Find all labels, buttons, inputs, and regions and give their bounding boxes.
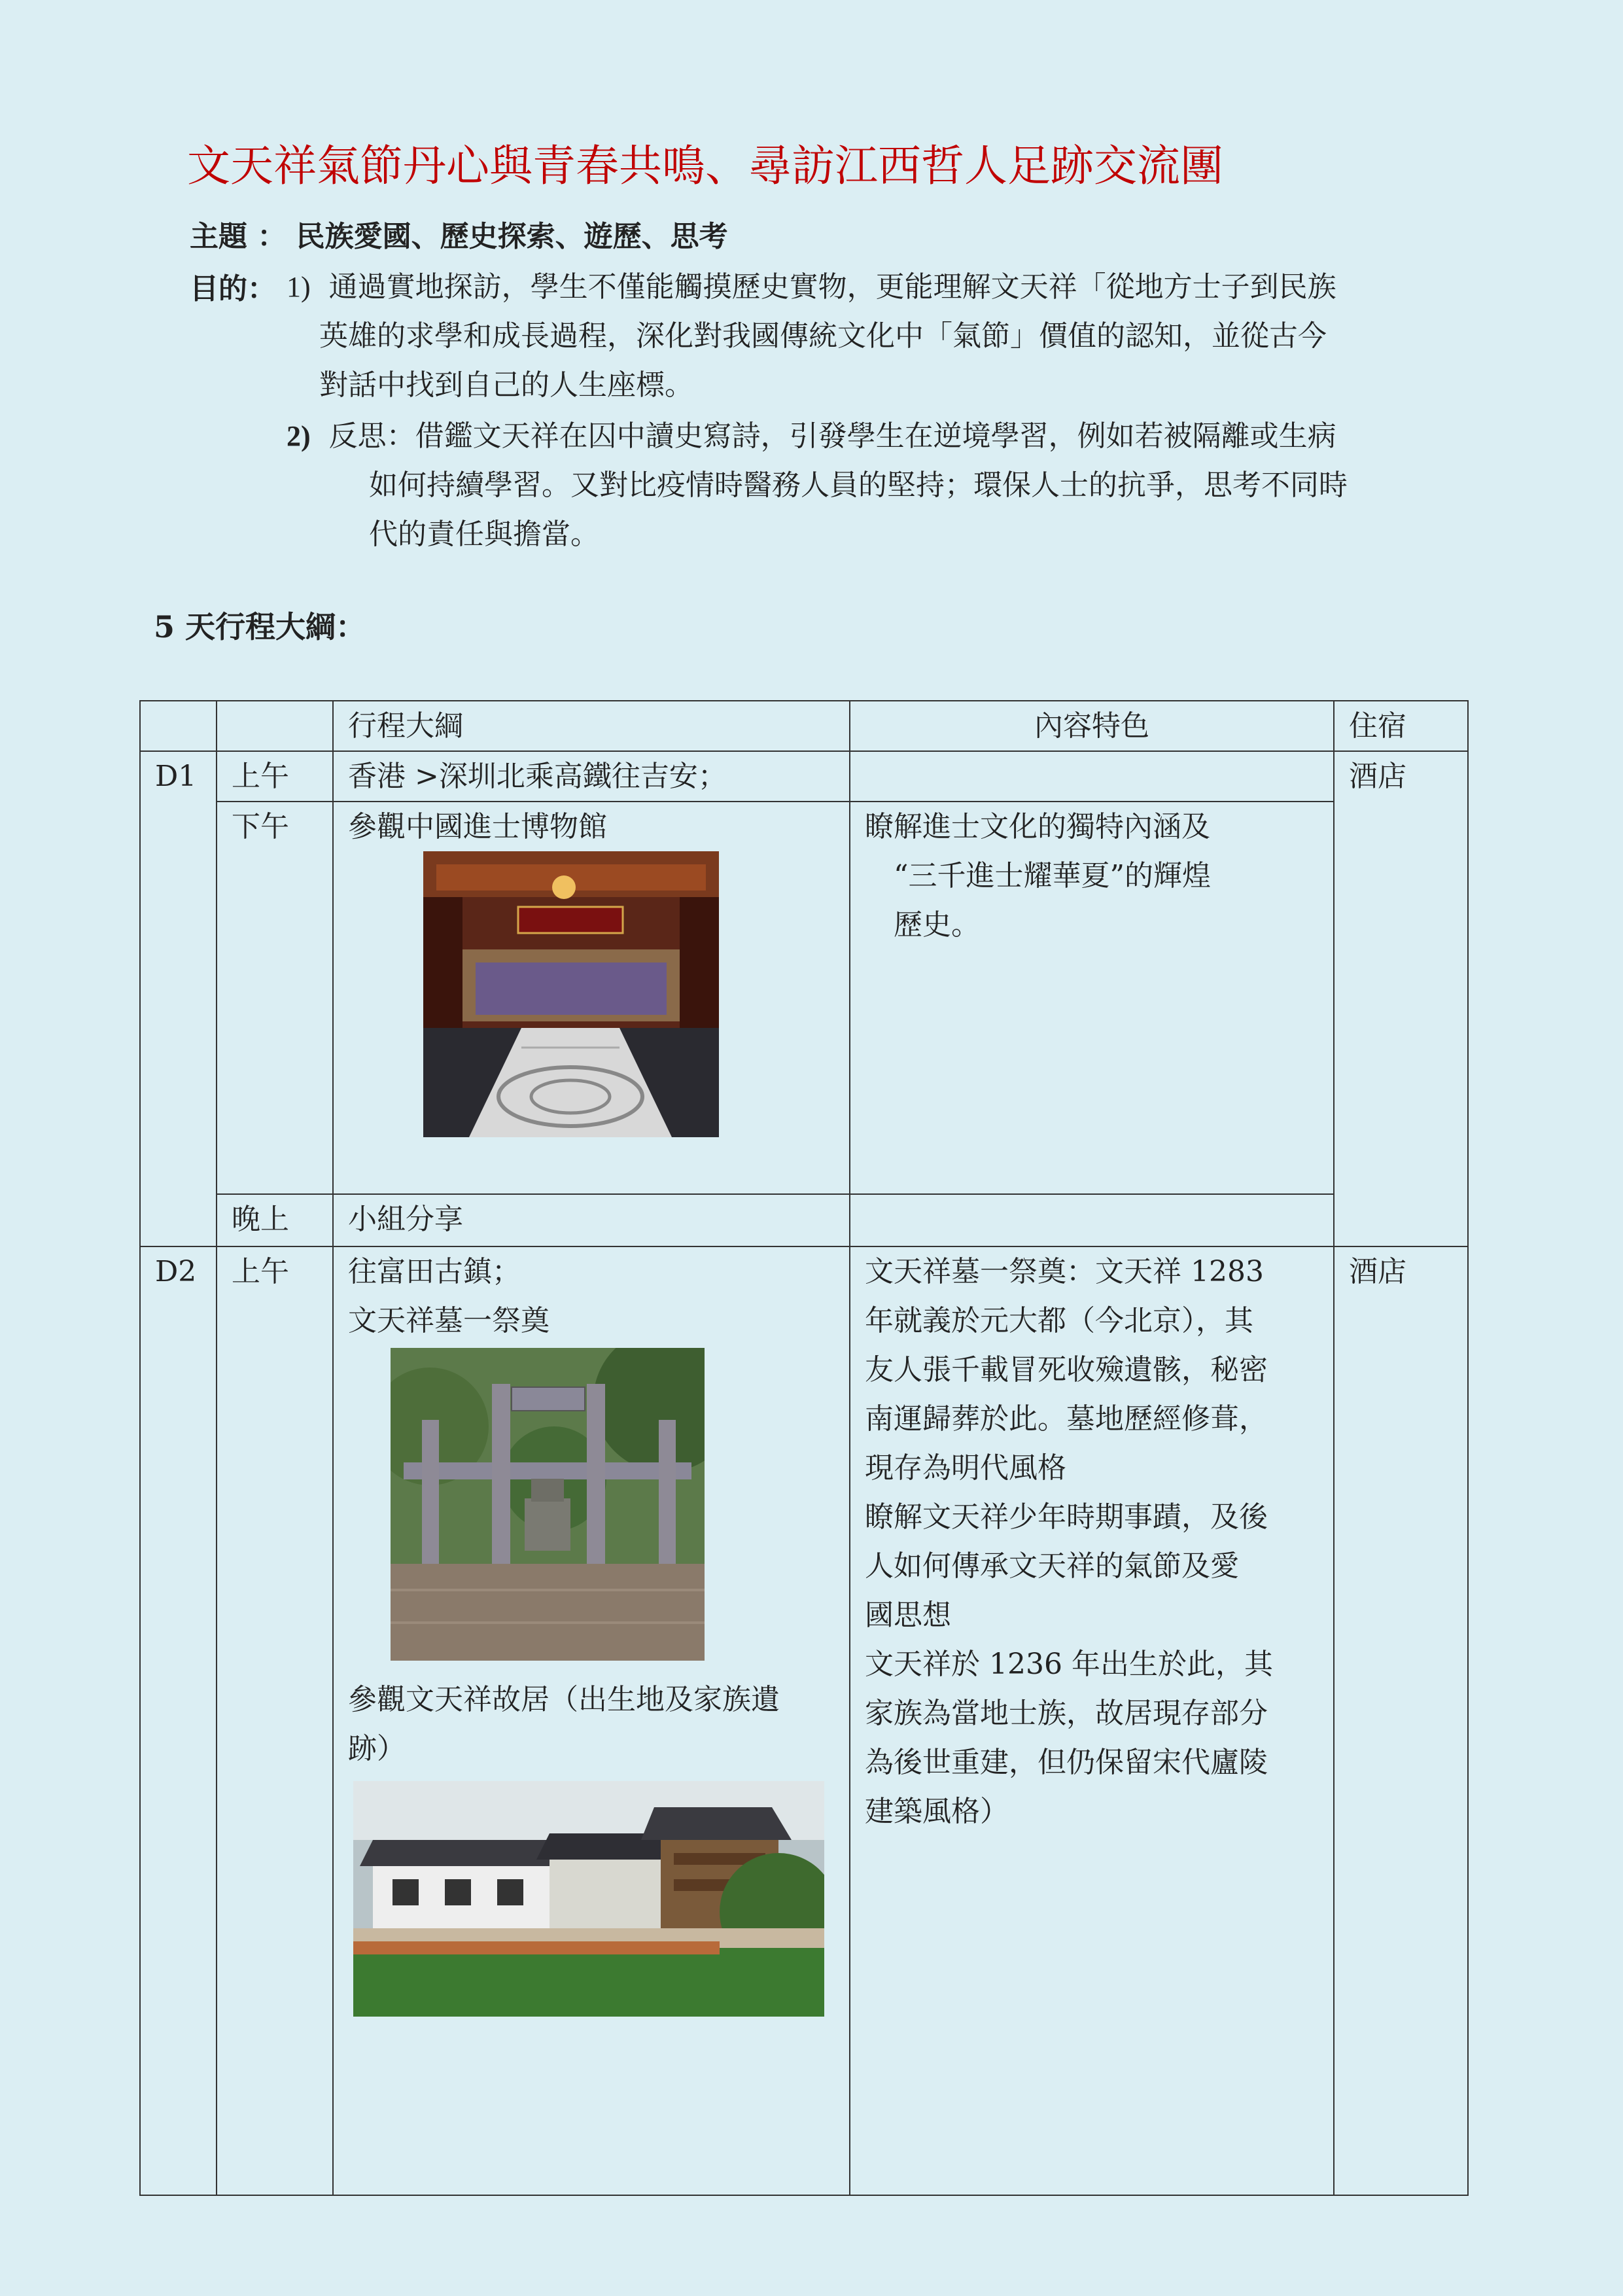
features-d2-am-line-12: 建築風格） [865,1795,1009,1828]
features-d2-am [850,1246,1334,2195]
purpose-item-2-number: 2) [287,420,311,452]
features-d2-am-line-9: 文天祥於 1236 年出生於此，其 [865,1648,1273,1681]
period-d1-am: 上午 [217,751,333,802]
features-d1-pm-line-1: 瞭解進士文化的獨特內涵及 [865,810,1210,843]
tomb-illustration [391,1348,705,1661]
lodging-d2: 酒店 [1334,1246,1468,2195]
purpose-item-2 [287,412,1438,559]
itinerary-table [139,700,1469,2196]
features-d2-am-line-8: 國思想 [865,1598,951,1632]
purpose-item-1 [287,262,1438,410]
purpose-item-1-line-3: 對話中找到自己的人生座標。 [319,368,693,402]
features-d2-am-line-6: 瞭解文天祥少年時期事蹟，及後 [865,1500,1268,1534]
itinerary-d1-pm [333,802,850,1194]
jinshi-museum-illustration [423,851,719,1137]
itinerary-d2-am-line-1: 往富田古鎮； [348,1255,521,1288]
table-row-d1-pm [140,802,1468,1194]
itinerary-d1-eve: 小組分享 [333,1194,850,1246]
purpose-item-2-line-2: 如何持續學習。又對比疫情時醫務人員的堅持；環保人士的抗爭，思考不同時 [369,468,1348,502]
purpose-item-2-line-1: 反思：借鑑文天祥在囚中讀史寫詩，引發學生在逆境學習，例如若被隔離或生病 [328,419,1336,453]
day-label-d1: D1 [140,751,217,1246]
table-row-d1-eve [140,1194,1468,1246]
purpose-item-2-line-3: 代的責任與擔當。 [369,518,599,551]
features-d2-am-line-4: 南運歸葬於此。墓地歷經修葺， [865,1402,1268,1436]
purpose-item-1-line-1: 通過實地探訪，學生不僅能觸摸歷史實物，更能理解文天祥「從地方士子到民族 [328,270,1336,304]
outline-heading: 5 天行程大綱： [154,609,366,645]
table-row-d1-am [140,751,1468,802]
header-features: 內容特色 [850,701,1334,751]
features-d2-am-line-5: 現存為明代風格 [865,1451,1066,1485]
features-d1-pm-line-3: 歷史。 [894,908,980,942]
former-residence-photo [353,1781,824,2017]
itinerary-d2-am [333,1246,850,2195]
itinerary-d1-pm-text: 參觀中國進士博物館 [348,810,607,843]
purpose-item-1-number: 1) [287,271,311,303]
table-row-d2-am [140,1246,1468,2195]
lodging-d1: 酒店 [1334,751,1468,1246]
day-label-d2: D2 [140,1246,217,2195]
itinerary-d2-am-line-2: 文天祥墓一祭奠 [348,1304,550,1337]
features-d2-am-line-2: 年就義於元大都（今北京），其 [865,1304,1253,1337]
jinshi-museum-photo [423,851,719,1137]
theme-line: 主題 ： 民族愛國、歷史探索、遊歷、思考 [190,220,728,253]
features-d2-am-line-11: 為後世重建，但仍保留宋代廬陵 [865,1746,1268,1779]
features-d2-am-line-7: 人如何傳承文天祥的氣節及愛 [865,1549,1239,1583]
purpose-label: 目的： [190,272,276,306]
header-empty-1 [140,701,217,751]
period-d2-am: 上午 [217,1246,333,2195]
features-d1-eve [850,1194,1334,1246]
itinerary-d1-am: 香港 >深圳北乘高鐵往吉安； [333,751,850,802]
former-residence-illustration [353,1781,824,2017]
table-header-row [140,701,1468,751]
page-title: 文天祥氣節丹心與青春共鳴、尋訪江西哲人足跡交流團 [187,141,1223,191]
header-itinerary: 行程大綱 [333,701,850,751]
features-d1-am [850,751,1334,802]
features-d1-pm-line-2: “三千進士耀華夏”的輝煌 [894,859,1211,892]
features-d2-am-line-1: 文天祥墓一祭奠：文天祥 1283 [865,1255,1264,1288]
header-lodging: 住宿 [1334,701,1468,751]
itinerary-d2-am-line-3: 參觀文天祥故居（出生地及家族遺 [348,1683,780,1716]
period-d1-eve: 晚上 [217,1194,333,1246]
features-d1-pm [850,802,1334,1194]
period-d1-pm: 下午 [217,802,333,1194]
features-d2-am-line-10: 家族為當地士族，故居現存部分 [865,1697,1268,1730]
header-empty-2 [217,701,333,751]
purpose-item-1-line-2: 英雄的求學和成長過程，深化對我國傳統文化中「氣節」價值的認知，並從古今 [319,319,1327,353]
tomb-photo [391,1348,705,1661]
features-d2-am-line-3: 友人張千載冒死收殮遺骸，秘密 [865,1353,1268,1386]
itinerary-d2-am-line-4: 跡） [348,1732,406,1765]
